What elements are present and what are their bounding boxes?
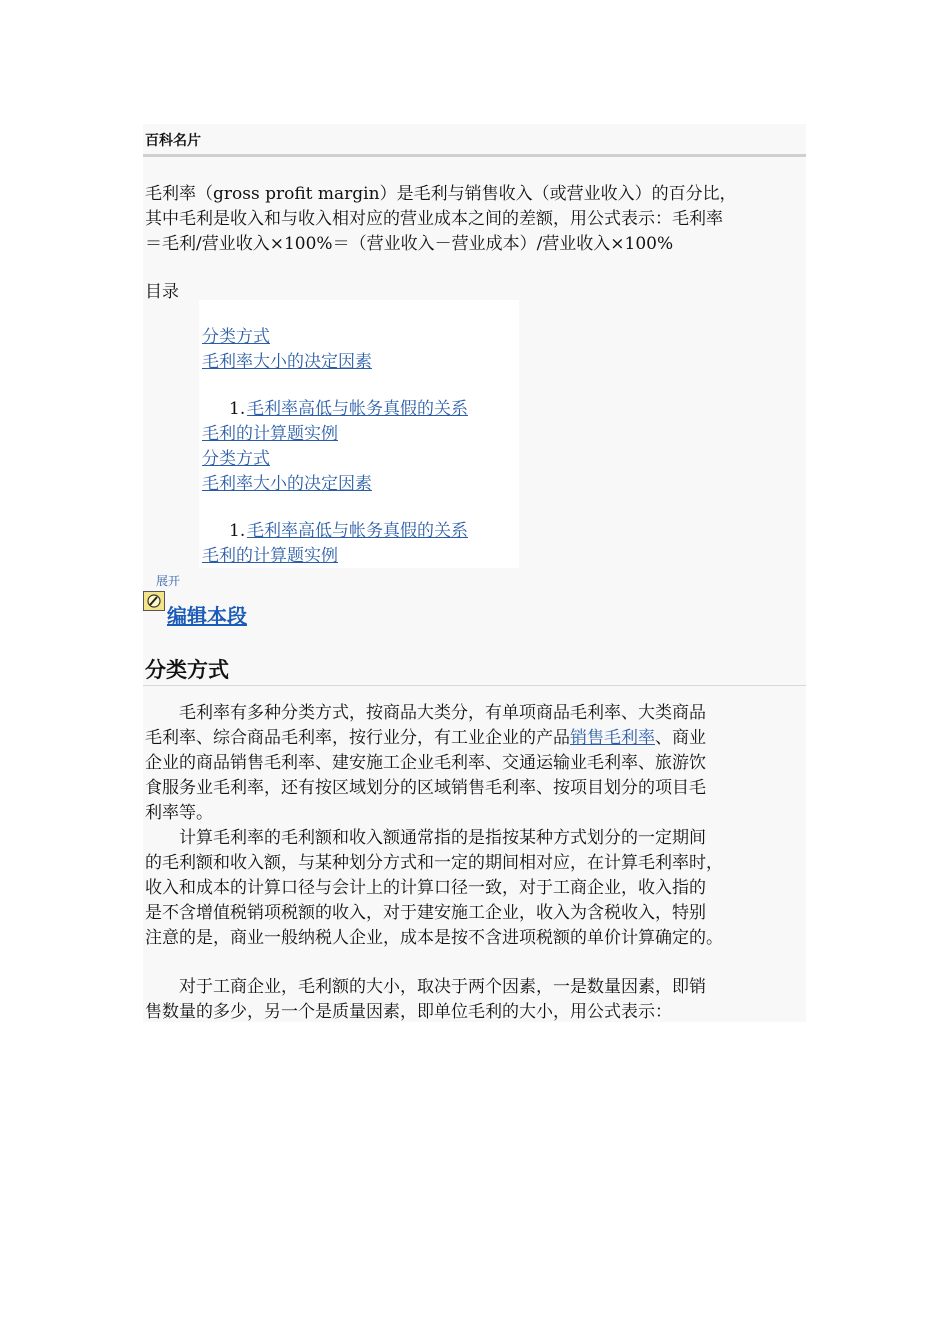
p1-line-2	[145, 726, 805, 751]
link-sales-gross-margin[interactable]: 销售毛利率	[570, 728, 655, 748]
section-divider	[143, 685, 806, 686]
card-title: 百科名片	[145, 133, 201, 149]
toc-link-classification[interactable]: 分类方式	[202, 327, 270, 347]
toc-link-calc-example-2[interactable]: 毛利的计算题实例	[202, 546, 338, 566]
p1-line-2-tail: 、商业	[655, 728, 706, 748]
p2-line-5: 注意的是，商业一般纳税人企业，成本是按不含进项税额的单价计算确定的。	[145, 928, 723, 948]
p2-line-4: 是不含增值税销项税额的收入，对于建安施工企业，收入为含税收入，特别	[145, 903, 706, 923]
toc-link-classification-2[interactable]: 分类方式	[202, 449, 270, 469]
intro-line-2: 其中毛利是收入和与收入相对应的营业成本之间的差额，用公式表示：毛利率	[145, 209, 723, 229]
toc-box	[199, 300, 519, 568]
p2-line-3: 收入和成本的计算口径与会计上的计算口径一致，对于工商企业，收入指的	[145, 878, 706, 898]
p1-line-5: 利率等。	[145, 803, 213, 823]
card-header	[143, 124, 806, 157]
toc-title: 目录	[145, 282, 179, 302]
toc-number: 1.	[229, 521, 246, 541]
toc-link-margin-factors[interactable]: 毛利率大小的决定因素	[202, 352, 372, 372]
edit-pencil-icon[interactable]	[143, 591, 165, 611]
p2-line-1: 计算毛利率的毛利额和收入额通常指的是指按某种方式划分的一定期间	[145, 828, 706, 848]
intro-line-3: ＝毛利/营业收入×100%＝（营业收入－营业成本）/营业收入×100%	[145, 234, 674, 254]
p1-line-2-text: 毛利率、综合商品毛利率，按行业分，有工业企业的产品	[145, 728, 570, 748]
p3-line-1: 对于工商企业，毛利额的大小，取决于两个因素，一是数量因素，即销	[145, 977, 706, 997]
expand-toc-link[interactable]: 展开	[156, 574, 181, 588]
p2-line-2: 的毛利额和收入额，与某种划分方式和一定的期间相对应，在计算毛利率时，	[145, 853, 723, 873]
edit-section-link[interactable]: 编辑本段	[167, 604, 247, 628]
intro-line-1: 毛利率（gross profit margin）是毛利与销售收入（或营业收入）的百分比，	[145, 184, 737, 204]
p1-line-3: 企业的商品销售毛利率、建安施工企业毛利率、交通运输业毛利率、旅游饮	[145, 753, 706, 773]
p1-line-1: 毛利率有多种分类方式，按商品大类分，有单项商品毛利率、大类商品	[145, 703, 706, 723]
toc-link-margin-accounting-2[interactable]: 毛利率高低与帐务真假的关系	[247, 521, 468, 541]
toc-link-calc-example[interactable]: 毛利的计算题实例	[202, 424, 338, 444]
toc-link-margin-factors-2[interactable]: 毛利率大小的决定因素	[202, 474, 372, 494]
p3-line-2: 售数量的多少，另一个是质量因素，即单位毛利的大小，用公式表示：	[145, 1002, 672, 1022]
p1-line-4: 食服务业毛利率，还有按区域划分的区域销售毛利率、按项目划分的项目毛	[145, 778, 706, 798]
toc-number: 1.	[229, 399, 246, 419]
toc-link-margin-accounting[interactable]: 毛利率高低与帐务真假的关系	[247, 399, 468, 419]
document-sheet	[143, 124, 806, 1022]
section-title: 分类方式	[145, 658, 229, 682]
